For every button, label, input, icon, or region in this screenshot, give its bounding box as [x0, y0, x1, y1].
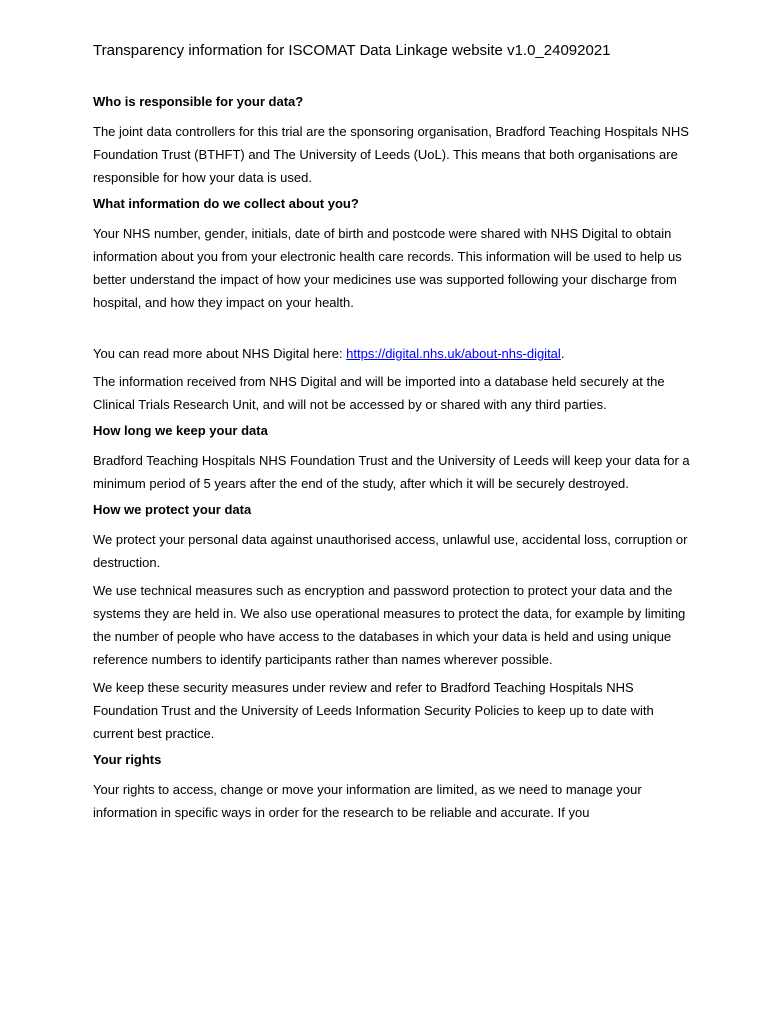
paragraph-protection-intro: We protect your personal data against unauthorised access, unlawful use, accidental loss, corruption or destruction.	[93, 532, 688, 570]
heading-how-we-protect: How we protect your data	[93, 502, 252, 517]
paragraph-database-storage: The information received from NHS Digital and will be imported into a database held securely at the Clinical Trials Research Unit, and will not be accessed by or shared with any third parties.	[93, 374, 665, 412]
document-page	[93, 41, 693, 829]
nhs-digital-link[interactable]: https://digital.nhs.uk/about-nhs-digital	[346, 346, 561, 361]
paragraph-data-controllers: The joint data controllers for this trial are the sponsoring organisation, Bradford Teaching Hospitals NHS Foundation Trust (BTHFT) and The University of Leeds (UoL). This means that both organisations are responsible for how your data is used.	[93, 124, 689, 185]
paragraph-nhs-digital-link	[93, 342, 693, 365]
heading-what-information: What information do we collect about you?	[93, 196, 359, 211]
paragraph-information-collected: Your NHS number, gender, initials, date of birth and postcode were shared with NHS Digital to obtain information about you from your electronic health care records. This information will be used to help us better understand the impact of how your medicines use was supported following your discharge from hospital, and how they impact on your health.	[93, 226, 682, 310]
paragraph-retention-period: Bradford Teaching Hospitals NHS Foundation Trust and the University of Leeds will keep your data for a minimum period of 5 years after the end of the study, after which it will be securely destroyed.	[93, 453, 690, 491]
paragraph-security-review: We keep these security measures under review and refer to Bradford Teaching Hospitals NHS Foundation Trust and the University of Leeds Information Security Policies to keep up to date with current best practice.	[93, 680, 654, 741]
heading-your-rights: Your rights	[93, 752, 162, 767]
paragraph-rights: Your rights to access, change or move your information are limited, as we need to manage your information in specific ways in order for the research to be reliable and accurate. If you	[93, 782, 642, 820]
nhs-digital-link-prefix: You can read more about NHS Digital here:	[93, 346, 347, 361]
nhs-digital-link-suffix: .	[560, 346, 565, 361]
heading-how-long-keep: How long we keep your data	[93, 423, 268, 438]
document-title: Transparency information for ISCOMAT Data Linkage website v1.0_24092021	[93, 42, 611, 59]
paragraph-technical-measures: We use technical measures such as encryption and password protection to protect your data and the systems they are held in. We also use operational measures to protect the data, for example by limiting the number of people who have access to the databases in which your data is held and using unique reference numbers to identify participants rather than names wherever possible.	[93, 583, 686, 667]
heading-who-is-responsible: Who is responsible for your data?	[93, 94, 304, 109]
